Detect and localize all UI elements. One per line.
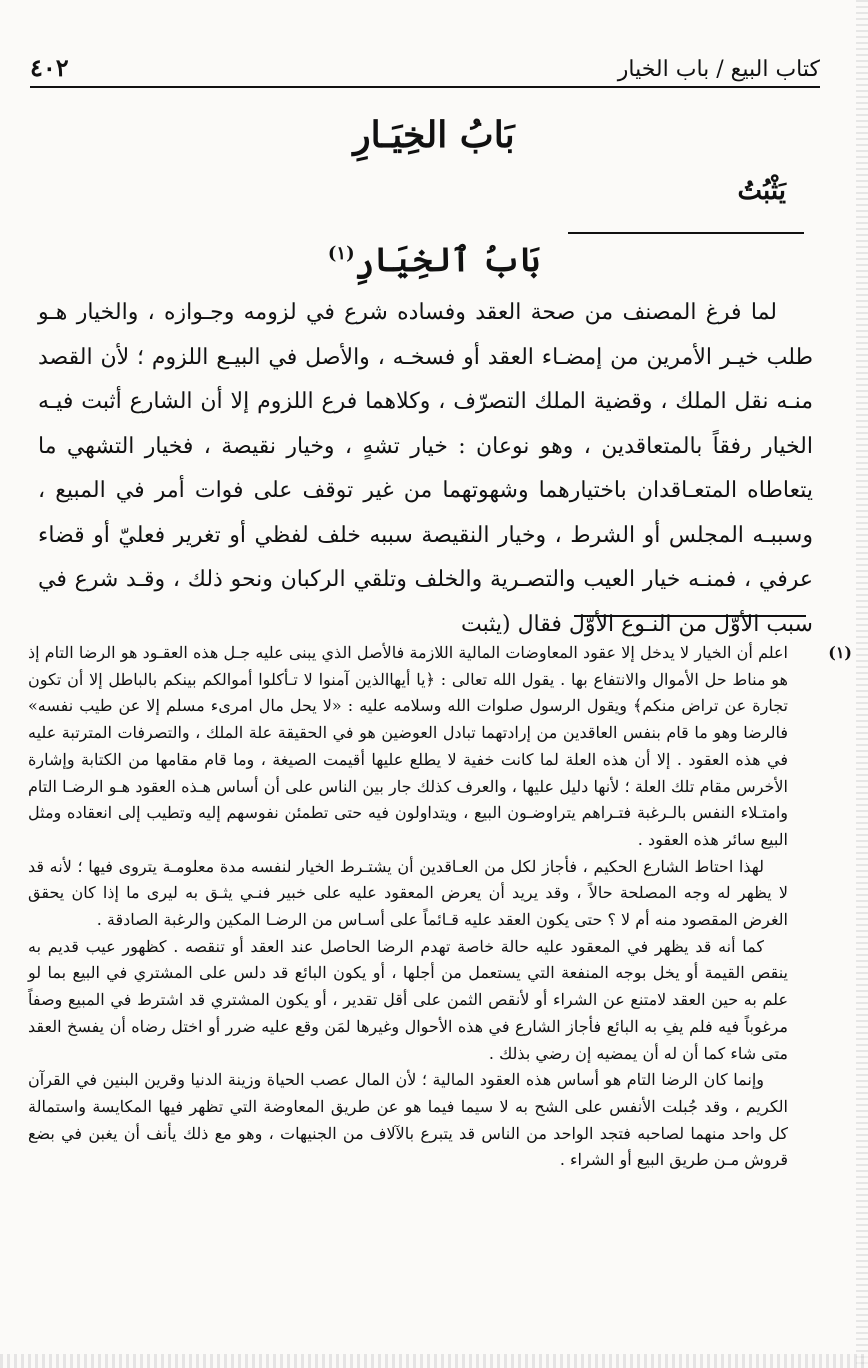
commentary-title: [0, 240, 868, 279]
footnotes: [28, 640, 788, 1174]
chapter-title: بَابُ الخِيَـارِ: [353, 114, 515, 156]
commentary-title-text: بَابُ ٱلخِيَارِ: [354, 240, 541, 279]
running-title: كتاب البيع / باب الخيار: [617, 57, 820, 82]
body-paragraph: لما فرغ المصنف من صحة العقد وفساده شرع في لزومه وجـوازه ، والخيار هـو طلب خيـر الأمرين من إمضـاء العقد أو فسخـه ، والأصل في البيـع اللزوم ؛ لأن القصد منـه نقل الملك ، وقضية الملك التصرّف ، وكلاهما فرع اللزوم إلا أن الشارع أثبت فيـه الخيار رفقاً بالمتعاقدين ، وهو نوعان : خيار تشهٍ ، وخيار نقيصة ، فخيار التشهي ما يتعاطاه المتعـاقدان باختيارهما وشهوتهما من غير توقف على فوات أمر في المبيع ، وسببـه المجلس أو الشرط ، وخيار النقيصة سببه خلف لفظي أو تغرير فعليّ أو قضاء عرفي ، فمنـه خيار العيب والتصـرية والخلف وتلقي الركبان ونحو ذلك ، وقـد شرع في سبب الأوّل من النـوع الأوّل فقال (يثبت: [38, 300, 813, 637]
scan-bottom-artifact: [0, 1354, 868, 1368]
footnote-paragraph: اعلم أن الخيار لا يدخل إلا عقود المعاوضات المالية اللازمة فالأصل الذي يبنى عليه جـل هذه العقـود هو الرضا التام إذ هو مناط حل الأموال والانتفاع بها . يقول الله تعالى : ﴿يا أيهاالذين آمنوا لا تـأكلوا أموالكم بينكم بالباطل إلا أن تكون تجارة عن تراض منكم﴾ ويقول الرسول صلوات الله وسلامه عليه : «لا يحل مال امرىء مسلم إلا عن طيب نفسه» فالرضا وهو ما قام بنفس العاقدين من إرادتهما تبادل العوضين هو في الحقيقة علة الملك ، والتصرفات المترتبة عليه في هذه العقود . إلا أن هذه العلة لما كانت خفية لا يطلع عليها أقيمت الصيغة ، وما قام مقامها من الكتابة وإشارة الأخرس مقام تلك العلة ؛ لأنها دليل عليها ، والعرف كذلك جار بين الناس على أن أساس هـذه العقود هـو الرضـا التام وامتـلاء النفس بالـرغبة فتـراهم يتراوضـون البيع ، ويتداولون فيه حتى تطمئن نفوسهم إليه وتطيب إلى انعقاده ومثل البيع سائر هذه العقود .: [28, 643, 789, 849]
page-header: [30, 44, 820, 88]
footnote-paragraph: وإنما كان الرضا التام هو أساس هذه العقود المالية ؛ لأن المال عصب الحياة وزينة الدنيا وقرين البنين في القرآن الكريم ، وقد جُبلت الأنفس على الشح به لا سيما فيما هو عن طريق المعاوضة التي تظهر فيها المكايسة واستمالة كل واحد منهما لصاحبه فتجد الواحد من الناس قد يتبرع بالآلاف من الجنيهات ، وهو مع ذلك يأنف أن يغبن في بضع قروش مـن طريق البيع أو الشراء .: [28, 1070, 789, 1170]
footnote-paragraph: كما أنه قد يظهر في المعقود عليه حالة خاصة تهدم الرضا الحاصل عند العقد أو تنقصه . كظهور عيب قديم به ينقص القيمة أو يخل بوجه المنفعة التي يستعمل من أجلها ، أو يكون البائع قد دلس على المشتري في البيع بما لو علم به حين العقد لامتنع عن الشراء أو لأنقص الثمن على أقل تقدير ، أو يكون المشتري قد اشترط في المبيع وصفاً مرغوباً فيه فلم يفِ به البائع فأجاز الشارع في هذه الأحوال وغيرها لمَن وقع عليه ضرر أو اختل رضاه أن يفسخ العقد متى شاء كما أن له أن يمضيه إن رضي بذلك .: [28, 936, 789, 1063]
page-number: ٤٠٢: [30, 53, 69, 82]
matn-text: يَثْبُتُ: [737, 176, 786, 206]
footnote-divider: [574, 615, 806, 617]
footnote-marker: (١): [828, 643, 852, 662]
footnote-paragraph: لهذا احتاط الشارع الحكيم ، فأجاز لكل من العـاقدين أن يشتـرط الخيار لنفسه مدة معلومـة يتروى فيها ؛ لأنه قد لا يظهر له وجه المصلحة حالاً ، وقد يريد أن يعرض المعقود عليه على خبير فنـي يثـق به ليرى ما إذا كان يحقق الغرض المقصود منه أم لا ؟ حتى يكون العقد عليه قـائماً على أسـاس من الرضـا المكين والرغبة الصادقة .: [28, 856, 788, 930]
scan-edge-artifact: [856, 0, 868, 1368]
matn-divider: [568, 232, 804, 234]
footnote-reference: (١): [327, 243, 355, 264]
commentary-body: [38, 291, 813, 647]
